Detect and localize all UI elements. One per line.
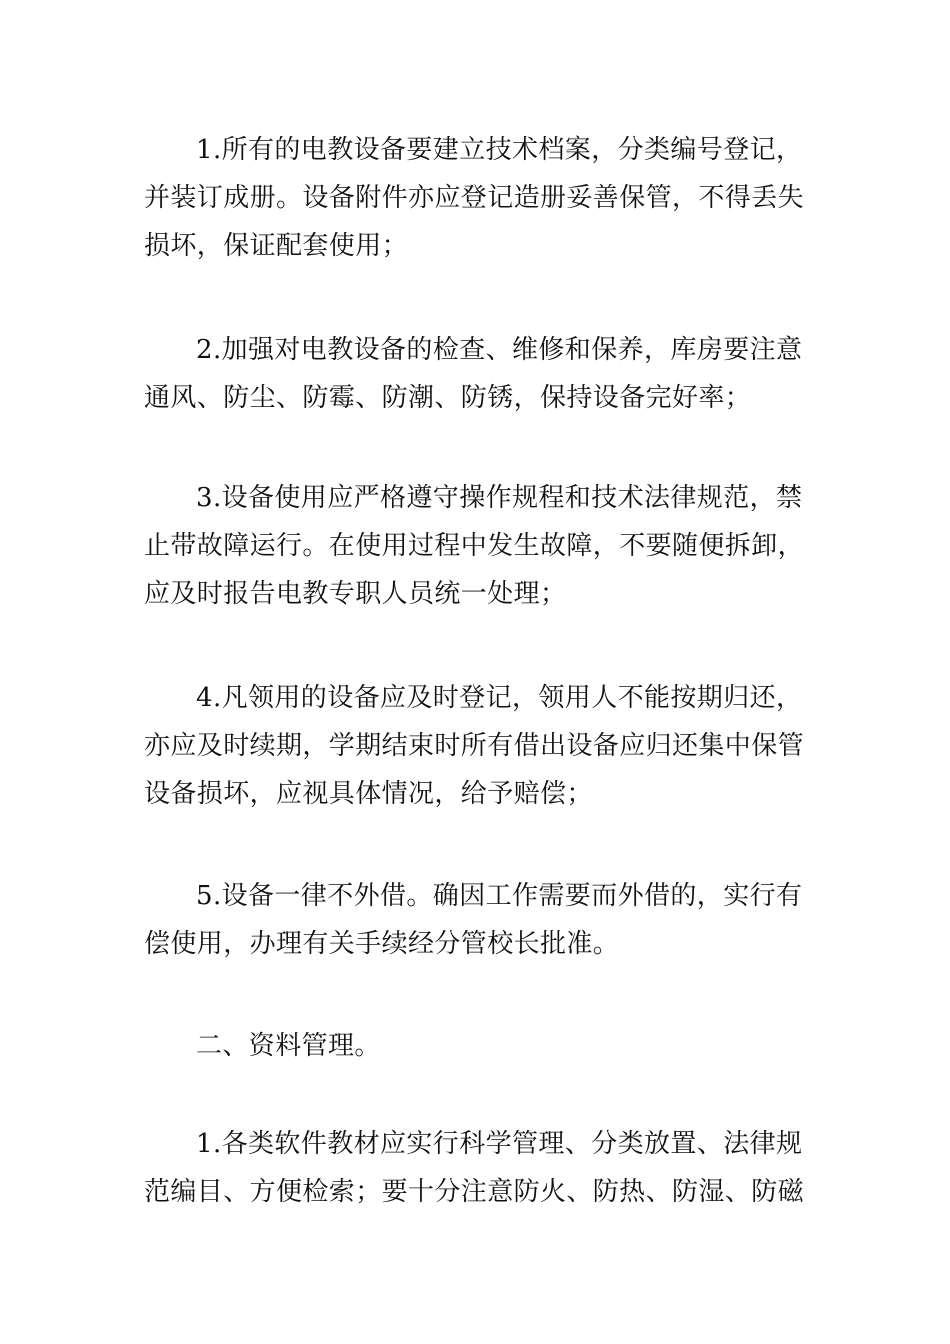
paragraph-borrowing <box>144 674 809 818</box>
paragraph-maintenance <box>144 326 809 422</box>
text-line: 止带故障运行。在使用过程中发生故障，不要随便拆卸， <box>144 531 805 561</box>
text-line: 应及时报告电教专职人员统一处理； <box>144 579 567 609</box>
text-line: 1.各类软件教材应实行科学管理、分类放置、法律规 <box>196 1129 803 1159</box>
text-line: 1.所有的电教设备要建立技术档案，分类编号登记， <box>196 135 803 165</box>
section-heading-materials <box>144 1022 809 1070</box>
text-line: 设备损坏，应视具体情况，给予赔偿； <box>144 779 593 809</box>
text-line: 4.凡领用的设备应及时登记，领用人不能按期归还， <box>196 683 803 713</box>
paragraph-operation-rules <box>144 474 809 618</box>
text-line: 偿使用，办理有关手续经分管校长批准。 <box>144 929 620 959</box>
text-line: 范编目、方便检索；要十分注意防火、防热、防湿、防磁 <box>144 1177 805 1207</box>
paragraph-no-lending <box>144 872 809 968</box>
text-line: 并装订成册。设备附件亦应登记造册妥善保管，不得丢失 <box>144 183 805 213</box>
paragraph-software-materials <box>144 1120 809 1216</box>
text-line: 通风、防尘、防霉、防潮、防锈，保持设备完好率； <box>144 383 752 413</box>
text-line: 亦应及时续期，学期结束时所有借出设备应归还集中保管 <box>144 731 805 761</box>
paragraph-equipment-records <box>144 126 809 270</box>
text-line: 3.设备使用应严格遵守操作规程和技术法律规范，禁 <box>196 483 803 513</box>
text-line: 5.设备一律不外借。确因工作需要而外借的，实行有 <box>196 881 803 911</box>
text-line: 损坏，保证配套使用； <box>144 231 409 261</box>
text-line: 2.加强对电教设备的检查、维修和保养，库房要注意 <box>196 335 803 365</box>
section-heading: 二、资料管理。 <box>196 1031 381 1061</box>
